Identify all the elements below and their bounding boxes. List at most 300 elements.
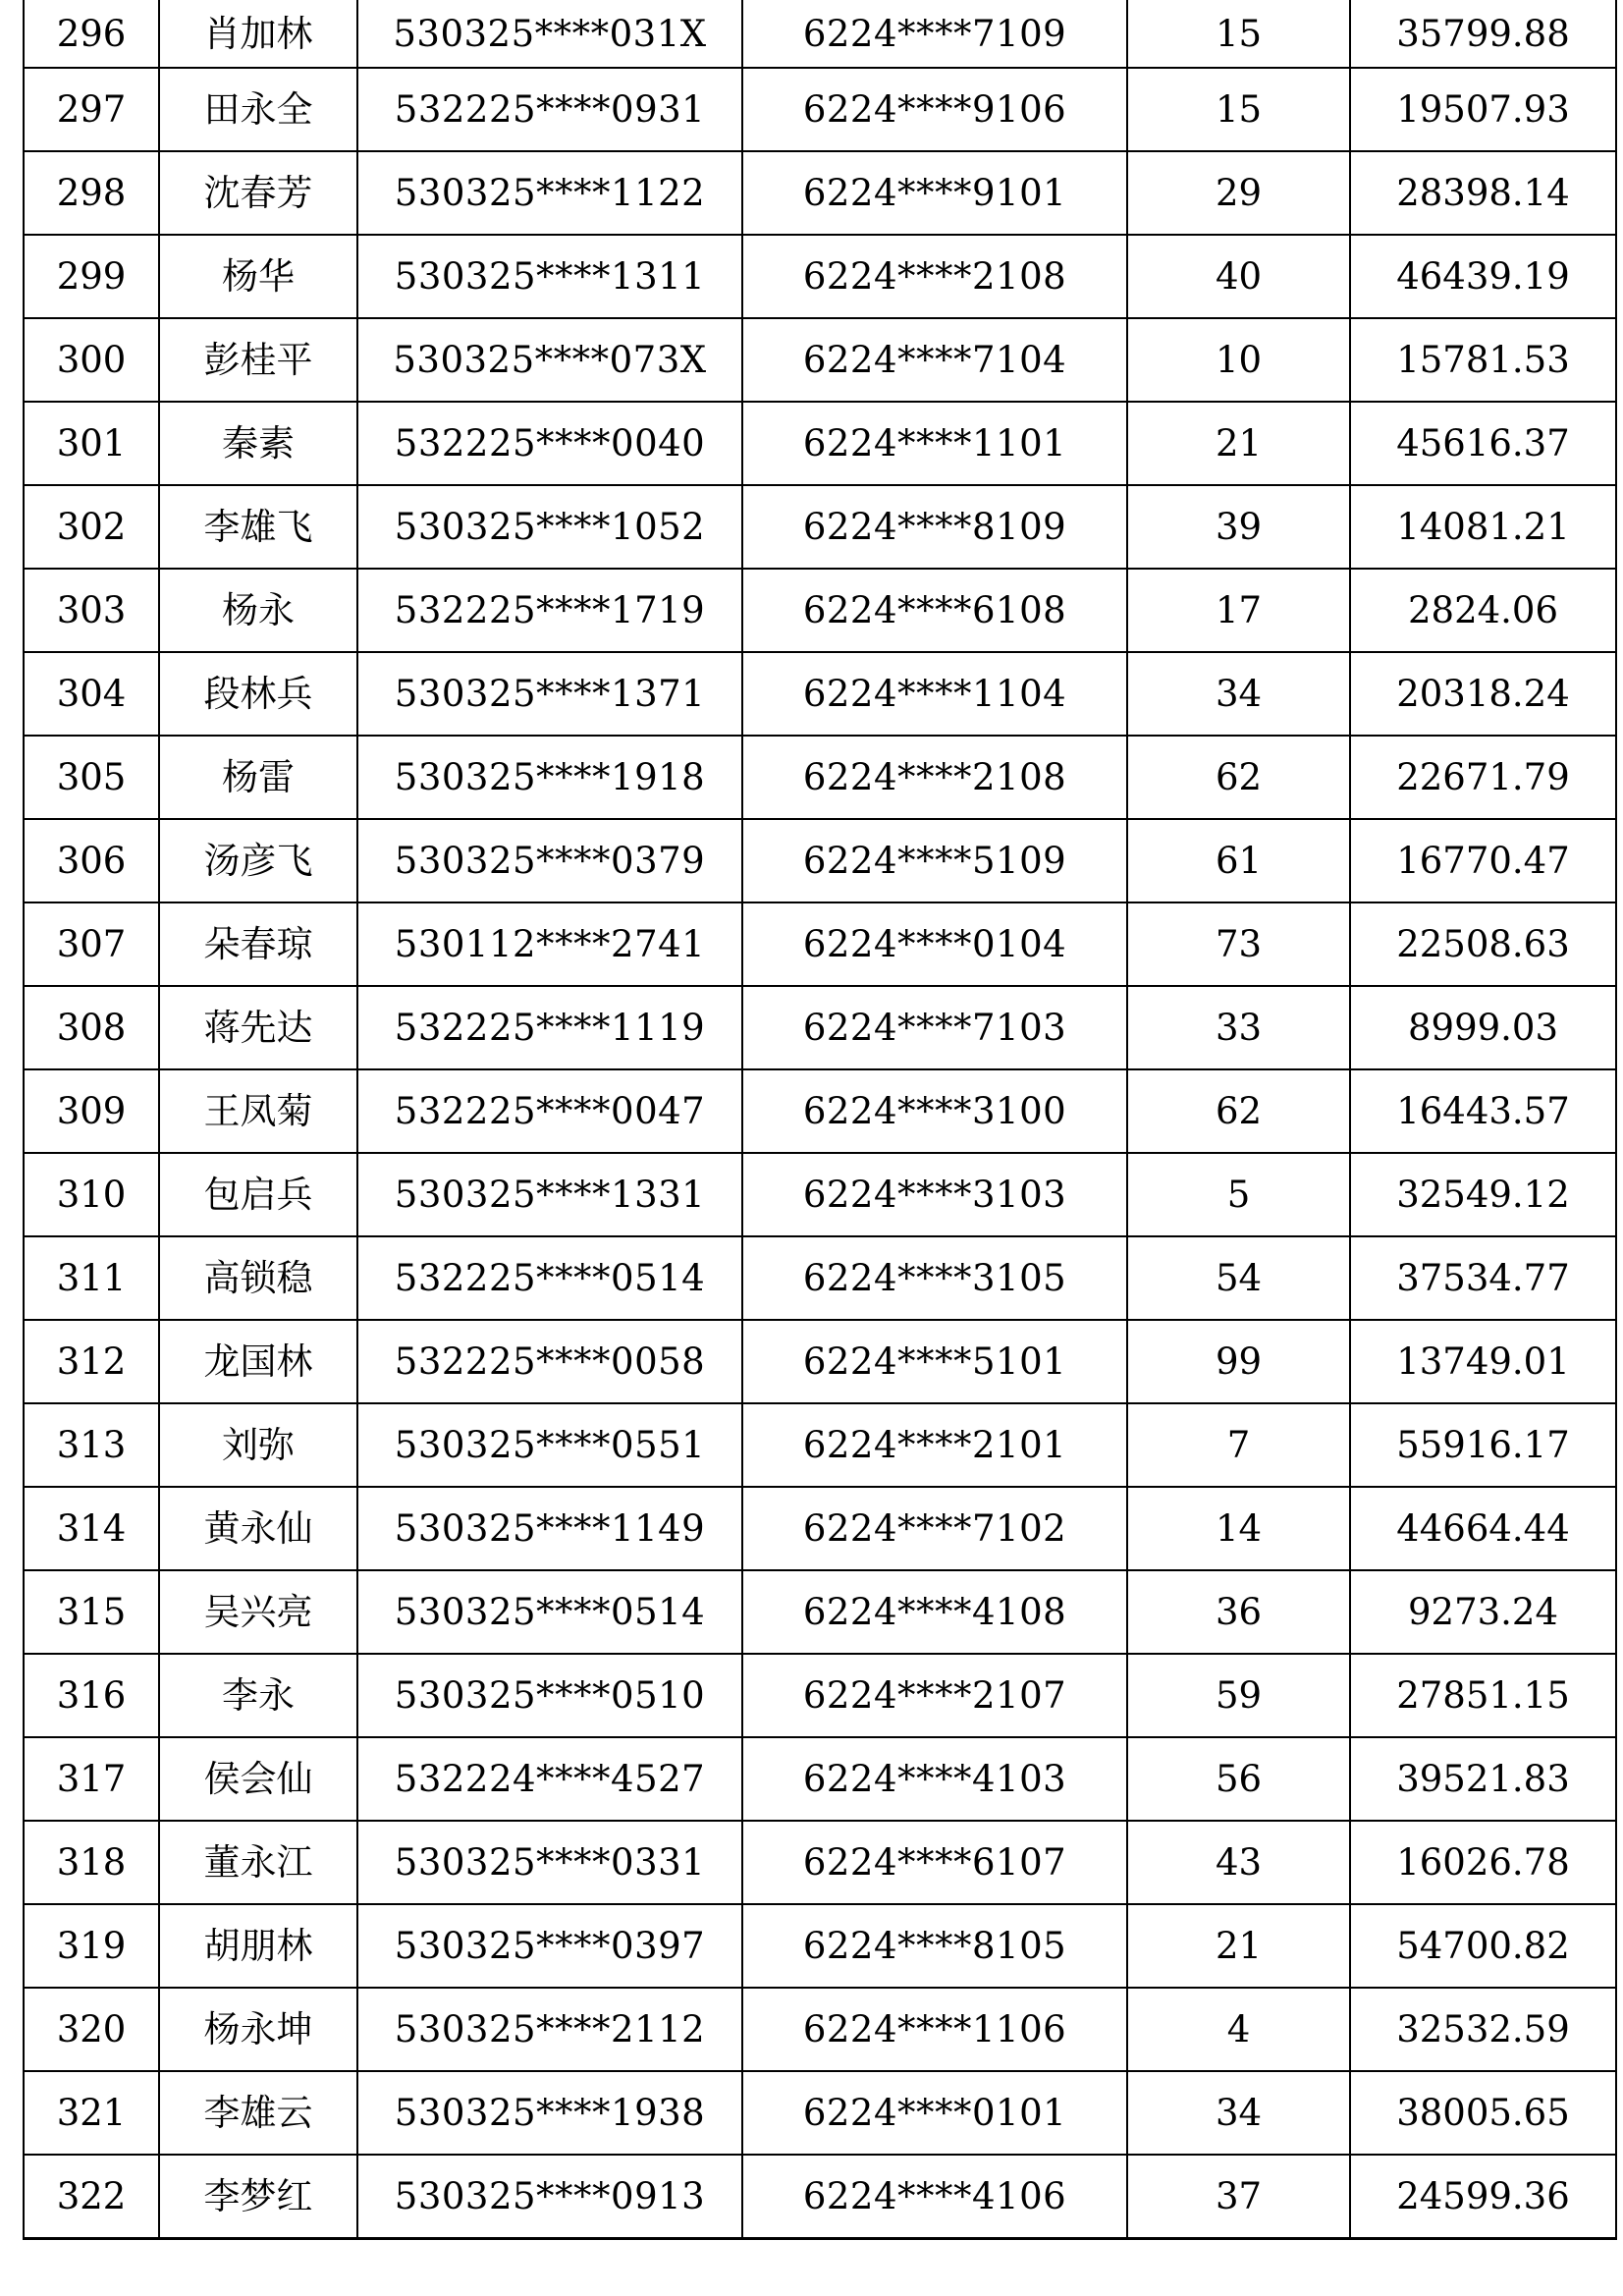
cell-seq-text: 303 [56, 589, 127, 631]
cell-seq [24, 235, 159, 318]
cell-amount [1350, 1570, 1616, 1654]
cell-id-number [357, 1654, 742, 1737]
cell-name [159, 1320, 357, 1403]
cell-id-number-text: 532225****1719 [394, 589, 706, 631]
cell-amount-text: 35799.88 [1396, 12, 1570, 55]
cell-count [1127, 68, 1350, 151]
cell-seq-text: 307 [56, 923, 127, 965]
cell-amount [1350, 902, 1616, 986]
cell-account-number-text: 6224****6108 [802, 589, 1067, 631]
cell-count [1127, 1487, 1350, 1570]
cell-seq [24, 151, 159, 235]
table-row [24, 235, 1616, 318]
cell-amount [1350, 2155, 1616, 2239]
cell-name [159, 569, 357, 652]
cell-id-number-text: 532225****0931 [394, 88, 706, 131]
table-row [24, 1570, 1616, 1654]
cell-name-text: 吴兴亮 [203, 1591, 313, 1633]
cell-account-number-text: 6224****8105 [802, 1925, 1067, 1967]
cell-name-text: 高锁稳 [203, 1257, 313, 1299]
table-row [24, 1821, 1616, 1904]
cell-seq [24, 902, 159, 986]
cell-amount [1350, 485, 1616, 569]
cell-id-number [357, 2071, 742, 2155]
cell-account-number [742, 1570, 1127, 1654]
cell-id-number [357, 1570, 742, 1654]
cell-amount-text: 32532.59 [1396, 2008, 1570, 2050]
cell-name-text: 王凤菊 [203, 1090, 313, 1132]
cell-id-number-text: 532225****1119 [394, 1007, 706, 1049]
cell-count [1127, 485, 1350, 569]
cell-seq-text: 318 [56, 1841, 127, 1884]
cell-account-number-text: 6224****3100 [802, 1090, 1067, 1132]
cell-name [159, 986, 357, 1069]
cell-seq [24, 68, 159, 151]
cell-account-number-text: 6224****2107 [802, 1674, 1067, 1717]
cell-amount [1350, 1737, 1616, 1821]
cell-seq [24, 1403, 159, 1487]
cell-amount-text: 15781.53 [1396, 339, 1570, 381]
cell-amount [1350, 1487, 1616, 1570]
cell-id-number [357, 1988, 742, 2071]
table-row [24, 151, 1616, 235]
cell-seq-text: 316 [56, 1674, 127, 1717]
cell-id-number [357, 819, 742, 902]
cell-id-number [357, 318, 742, 402]
table-row [24, 1737, 1616, 1821]
cell-name-text: 彭桂平 [203, 339, 313, 381]
cell-account-number [742, 736, 1127, 819]
cell-seq-text: 300 [56, 339, 127, 381]
cell-id-number-text: 530325****2112 [394, 2008, 706, 2050]
cell-name-text: 龙国林 [203, 1340, 313, 1383]
cell-seq [24, 652, 159, 736]
cell-amount-text: 9273.24 [1407, 1591, 1558, 1633]
cell-id-number-text: 530325****1918 [394, 756, 706, 798]
cell-count [1127, 736, 1350, 819]
cell-id-number [357, 1320, 742, 1403]
cell-name-text: 杨华 [222, 255, 295, 298]
cell-name [159, 0, 357, 68]
cell-name-text: 包启兵 [203, 1174, 313, 1216]
cell-name [159, 151, 357, 235]
cell-amount-text: 37534.77 [1396, 1257, 1570, 1299]
cell-count-text: 21 [1215, 1925, 1263, 1967]
cell-account-number [742, 2155, 1127, 2239]
table-row [24, 0, 1616, 68]
cell-account-number [742, 0, 1127, 68]
cell-amount [1350, 819, 1616, 902]
cell-seq-text: 299 [56, 255, 127, 298]
cell-count [1127, 402, 1350, 485]
cell-seq [24, 318, 159, 402]
cell-seq-text: 304 [56, 673, 127, 715]
cell-account-number-text: 6224****5109 [802, 840, 1067, 882]
cell-count-text: 56 [1215, 1758, 1263, 1800]
cell-amount-text: 54700.82 [1396, 1925, 1570, 1967]
cell-amount-text: 22671.79 [1396, 756, 1570, 798]
cell-account-number [742, 652, 1127, 736]
cell-count [1127, 1904, 1350, 1988]
cell-amount-text: 16026.78 [1396, 1841, 1570, 1884]
cell-seq [24, 0, 159, 68]
cell-amount-text: 45616.37 [1396, 422, 1570, 465]
cell-amount-text: 13749.01 [1396, 1340, 1570, 1383]
cell-count-text: 62 [1215, 1090, 1263, 1132]
cell-name [159, 485, 357, 569]
cell-count [1127, 819, 1350, 902]
cell-name-text: 朵春琼 [203, 923, 313, 965]
cell-count-text: 15 [1215, 88, 1263, 131]
cell-amount [1350, 1904, 1616, 1988]
cell-name-text: 李雄云 [203, 2092, 313, 2134]
cell-name-text: 肖加林 [203, 12, 313, 55]
cell-seq-text: 296 [56, 12, 127, 55]
cell-seq-text: 315 [56, 1591, 127, 1633]
table-row [24, 652, 1616, 736]
cell-count [1127, 1153, 1350, 1236]
cell-count-text: 99 [1215, 1340, 1263, 1383]
cell-seq-text: 309 [56, 1090, 127, 1132]
cell-name-text: 沈春芳 [203, 172, 313, 214]
cell-id-number-text: 532225****0058 [394, 1340, 706, 1383]
cell-id-number-text: 532225****0040 [394, 422, 706, 465]
cell-name [159, 819, 357, 902]
cell-count-text: 14 [1215, 1507, 1263, 1550]
cell-id-number-text: 530325****073X [393, 339, 707, 381]
cell-id-number-text: 530325****1938 [394, 2092, 706, 2134]
table-row [24, 2155, 1616, 2239]
cell-amount [1350, 1069, 1616, 1153]
cell-name [159, 318, 357, 402]
cell-count [1127, 151, 1350, 235]
cell-name-text: 田永全 [203, 88, 313, 131]
cell-seq [24, 1069, 159, 1153]
cell-count [1127, 1403, 1350, 1487]
cell-name [159, 1570, 357, 1654]
table-row [24, 1904, 1616, 1988]
cell-name [159, 1654, 357, 1737]
cell-amount [1350, 986, 1616, 1069]
cell-count [1127, 0, 1350, 68]
cell-account-number [742, 1320, 1127, 1403]
cell-seq-text: 321 [56, 2092, 127, 2134]
cell-account-number-text: 6224****4108 [802, 1591, 1067, 1633]
cell-account-number [742, 1153, 1127, 1236]
table-row [24, 68, 1616, 151]
cell-account-number-text: 6224****9106 [802, 88, 1067, 131]
cell-count-text: 39 [1215, 506, 1263, 548]
cell-id-number-text: 530325****1149 [394, 1507, 706, 1550]
cell-count-text: 29 [1215, 172, 1263, 214]
cell-name [159, 652, 357, 736]
cell-id-number-text: 532225****0047 [394, 1090, 706, 1132]
cell-amount [1350, 2071, 1616, 2155]
cell-count [1127, 1570, 1350, 1654]
cell-account-number-text: 6224****1104 [802, 673, 1067, 715]
table-row [24, 1236, 1616, 1320]
cell-seq [24, 1153, 159, 1236]
cell-count [1127, 986, 1350, 1069]
cell-name [159, 1487, 357, 1570]
table-row [24, 736, 1616, 819]
cell-account-number [742, 318, 1127, 402]
cell-account-number [742, 986, 1127, 1069]
cell-id-number-text: 530325****0510 [394, 1674, 706, 1717]
cell-name [159, 2071, 357, 2155]
cell-amount-text: 46439.19 [1396, 255, 1570, 298]
cell-amount-text: 32549.12 [1396, 1174, 1570, 1216]
cell-amount-text: 22508.63 [1396, 923, 1570, 965]
cell-account-number [742, 1654, 1127, 1737]
cell-account-number-text: 6224****6107 [802, 1841, 1067, 1884]
cell-amount [1350, 0, 1616, 68]
cell-id-number [357, 1153, 742, 1236]
cell-account-number [742, 2071, 1127, 2155]
cell-seq [24, 1487, 159, 1570]
cell-count-text: 61 [1215, 840, 1263, 882]
cell-count-text: 10 [1215, 339, 1263, 381]
table-row [24, 2071, 1616, 2155]
cell-seq-text: 297 [56, 88, 127, 131]
cell-id-number [357, 1069, 742, 1153]
cell-id-number-text: 532225****0514 [394, 1257, 706, 1299]
cell-seq [24, 1737, 159, 1821]
cell-seq [24, 1570, 159, 1654]
cell-account-number-text: 6224****7104 [802, 339, 1067, 381]
cell-count-text: 36 [1215, 1591, 1263, 1633]
cell-count [1127, 1069, 1350, 1153]
cell-name-text: 汤彦飞 [203, 840, 313, 882]
cell-seq [24, 1988, 159, 2071]
cell-name [159, 1988, 357, 2071]
cell-seq [24, 986, 159, 1069]
cell-count-text: 17 [1215, 589, 1263, 631]
cell-name-text: 段林兵 [203, 673, 313, 715]
cell-count [1127, 1737, 1350, 1821]
cell-count-text: 62 [1215, 756, 1263, 798]
table-row [24, 902, 1616, 986]
cell-amount [1350, 402, 1616, 485]
cell-id-number-text: 530325****0913 [394, 2175, 706, 2217]
cell-count-text: 54 [1215, 1257, 1263, 1299]
cell-name-text: 李永 [222, 1674, 295, 1717]
cell-id-number-text: 530325****1052 [394, 506, 706, 548]
cell-amount-text: 27851.15 [1396, 1674, 1570, 1717]
cell-id-number [357, 402, 742, 485]
cell-id-number [357, 986, 742, 1069]
cell-id-number [357, 151, 742, 235]
cell-account-number [742, 1988, 1127, 2071]
cell-seq-text: 322 [56, 2175, 127, 2217]
cell-amount-text: 55916.17 [1396, 1424, 1570, 1466]
cell-name [159, 2155, 357, 2239]
cell-name [159, 1737, 357, 1821]
table-row [24, 819, 1616, 902]
table-row [24, 986, 1616, 1069]
cell-amount [1350, 1988, 1616, 2071]
cell-amount [1350, 1821, 1616, 1904]
cell-account-number-text: 6224****1106 [802, 2008, 1067, 2050]
cell-count-text: 59 [1215, 1674, 1263, 1717]
cell-account-number-text: 6224****5101 [802, 1340, 1067, 1383]
cell-amount-text: 28398.14 [1396, 172, 1570, 214]
cell-id-number [357, 1821, 742, 1904]
cell-id-number-text: 530325****0331 [394, 1841, 706, 1884]
cell-count [1127, 1821, 1350, 1904]
cell-id-number-text: 530325****031X [393, 12, 707, 55]
cell-id-number-text: 530325****0379 [394, 840, 706, 882]
cell-id-number-text: 530325****0551 [394, 1424, 706, 1466]
cell-id-number-text: 530112****2741 [394, 923, 706, 965]
cell-name [159, 1904, 357, 1988]
cell-seq-text: 313 [56, 1424, 127, 1466]
cell-amount [1350, 652, 1616, 736]
cell-account-number [742, 1904, 1127, 1988]
cell-count-text: 15 [1215, 12, 1263, 55]
cell-count-text: 34 [1215, 673, 1263, 715]
cell-name-text: 杨永坤 [203, 2008, 313, 2050]
cell-account-number [742, 402, 1127, 485]
cell-id-number [357, 485, 742, 569]
cell-seq-text: 306 [56, 840, 127, 882]
cell-account-number [742, 1236, 1127, 1320]
cell-count [1127, 2071, 1350, 2155]
cell-name [159, 235, 357, 318]
cell-name-text: 侯会仙 [203, 1758, 313, 1800]
cell-account-number-text: 6224****4106 [802, 2175, 1067, 2217]
cell-account-number-text: 6224****2108 [802, 756, 1067, 798]
cell-id-number [357, 0, 742, 68]
cell-name-text: 蒋先达 [203, 1007, 313, 1049]
table-row [24, 485, 1616, 569]
cell-amount [1350, 1236, 1616, 1320]
cell-amount-text: 19507.93 [1396, 88, 1570, 131]
cell-id-number-text: 530325****0397 [394, 1925, 706, 1967]
cell-amount-text: 16770.47 [1396, 840, 1570, 882]
cell-id-number-text: 530325****1122 [394, 172, 706, 214]
cell-name [159, 402, 357, 485]
cell-name [159, 1153, 357, 1236]
cell-seq-text: 302 [56, 506, 127, 548]
cell-seq-text: 317 [56, 1758, 127, 1800]
cell-seq [24, 1236, 159, 1320]
cell-amount-text: 16443.57 [1396, 1090, 1570, 1132]
table-row [24, 318, 1616, 402]
table-row [24, 1153, 1616, 1236]
cell-account-number-text: 6224****3103 [802, 1174, 1067, 1216]
cell-account-number [742, 68, 1127, 151]
cell-account-number [742, 485, 1127, 569]
cell-seq [24, 1654, 159, 1737]
cell-amount-text: 44664.44 [1396, 1507, 1570, 1550]
table-row [24, 1320, 1616, 1403]
cell-seq-text: 308 [56, 1007, 127, 1049]
cell-account-number-text: 6224****7109 [802, 12, 1067, 55]
cell-account-number [742, 1821, 1127, 1904]
cell-amount-text: 24599.36 [1396, 2175, 1570, 2217]
cell-account-number-text: 6224****0101 [802, 2092, 1067, 2134]
cell-name [159, 1236, 357, 1320]
cell-amount-text: 20318.24 [1396, 673, 1570, 715]
cell-count-text: 34 [1215, 2092, 1263, 2134]
cell-id-number [357, 569, 742, 652]
cell-name [159, 68, 357, 151]
cell-id-number [357, 902, 742, 986]
cell-amount [1350, 318, 1616, 402]
cell-seq [24, 736, 159, 819]
cell-account-number-text: 6224****3105 [802, 1257, 1067, 1299]
cell-account-number [742, 151, 1127, 235]
cell-id-number-text: 530325****1331 [394, 1174, 706, 1216]
cell-count [1127, 235, 1350, 318]
cell-account-number-text: 6224****4103 [802, 1758, 1067, 1800]
cell-amount-text: 8999.03 [1407, 1007, 1558, 1049]
cell-name-text: 黄永仙 [203, 1507, 313, 1550]
cell-name [159, 1403, 357, 1487]
cell-seq [24, 569, 159, 652]
cell-id-number [357, 1737, 742, 1821]
table-row [24, 1988, 1616, 2071]
cell-id-number [357, 652, 742, 736]
cell-account-number-text: 6224****7102 [802, 1507, 1067, 1550]
cell-amount [1350, 1403, 1616, 1487]
cell-amount [1350, 68, 1616, 151]
table-row [24, 1069, 1616, 1153]
cell-count-text: 7 [1226, 1424, 1251, 1466]
cell-seq [24, 2071, 159, 2155]
cell-name-text: 杨永 [222, 589, 295, 631]
table-row [24, 1487, 1616, 1570]
cell-count [1127, 569, 1350, 652]
cell-account-number [742, 1403, 1127, 1487]
cell-account-number [742, 235, 1127, 318]
cell-account-number [742, 569, 1127, 652]
cell-account-number-text: 6224****9101 [802, 172, 1067, 214]
cell-id-number [357, 1236, 742, 1320]
cell-seq [24, 819, 159, 902]
cell-account-number-text: 6224****1101 [802, 422, 1067, 465]
cell-count [1127, 1320, 1350, 1403]
cell-amount [1350, 1654, 1616, 1737]
cell-id-number-text: 532224****4527 [394, 1758, 706, 1800]
cell-id-number [357, 1904, 742, 1988]
cell-seq-text: 312 [56, 1340, 127, 1383]
cell-id-number [357, 1403, 742, 1487]
cell-name-text: 董永江 [203, 1841, 313, 1884]
cell-id-number-text: 530325****1311 [394, 255, 706, 298]
table-row [24, 1403, 1616, 1487]
cell-count [1127, 1654, 1350, 1737]
cell-amount [1350, 235, 1616, 318]
cell-seq [24, 1904, 159, 1988]
cell-account-number [742, 1069, 1127, 1153]
cell-seq-text: 310 [56, 1174, 127, 1216]
cell-amount-text: 2824.06 [1407, 589, 1558, 631]
document-page [23, 0, 1603, 2291]
cell-amount [1350, 1153, 1616, 1236]
cell-amount-text: 39521.83 [1396, 1758, 1570, 1800]
cell-count [1127, 318, 1350, 402]
cell-seq-text: 301 [56, 422, 127, 465]
cell-count-text: 21 [1215, 422, 1263, 465]
cell-amount-text: 14081.21 [1396, 506, 1570, 548]
table-row [24, 1654, 1616, 1737]
cell-count [1127, 1236, 1350, 1320]
cell-id-number [357, 68, 742, 151]
cell-name-text: 杨雷 [222, 756, 295, 798]
cell-account-number [742, 819, 1127, 902]
